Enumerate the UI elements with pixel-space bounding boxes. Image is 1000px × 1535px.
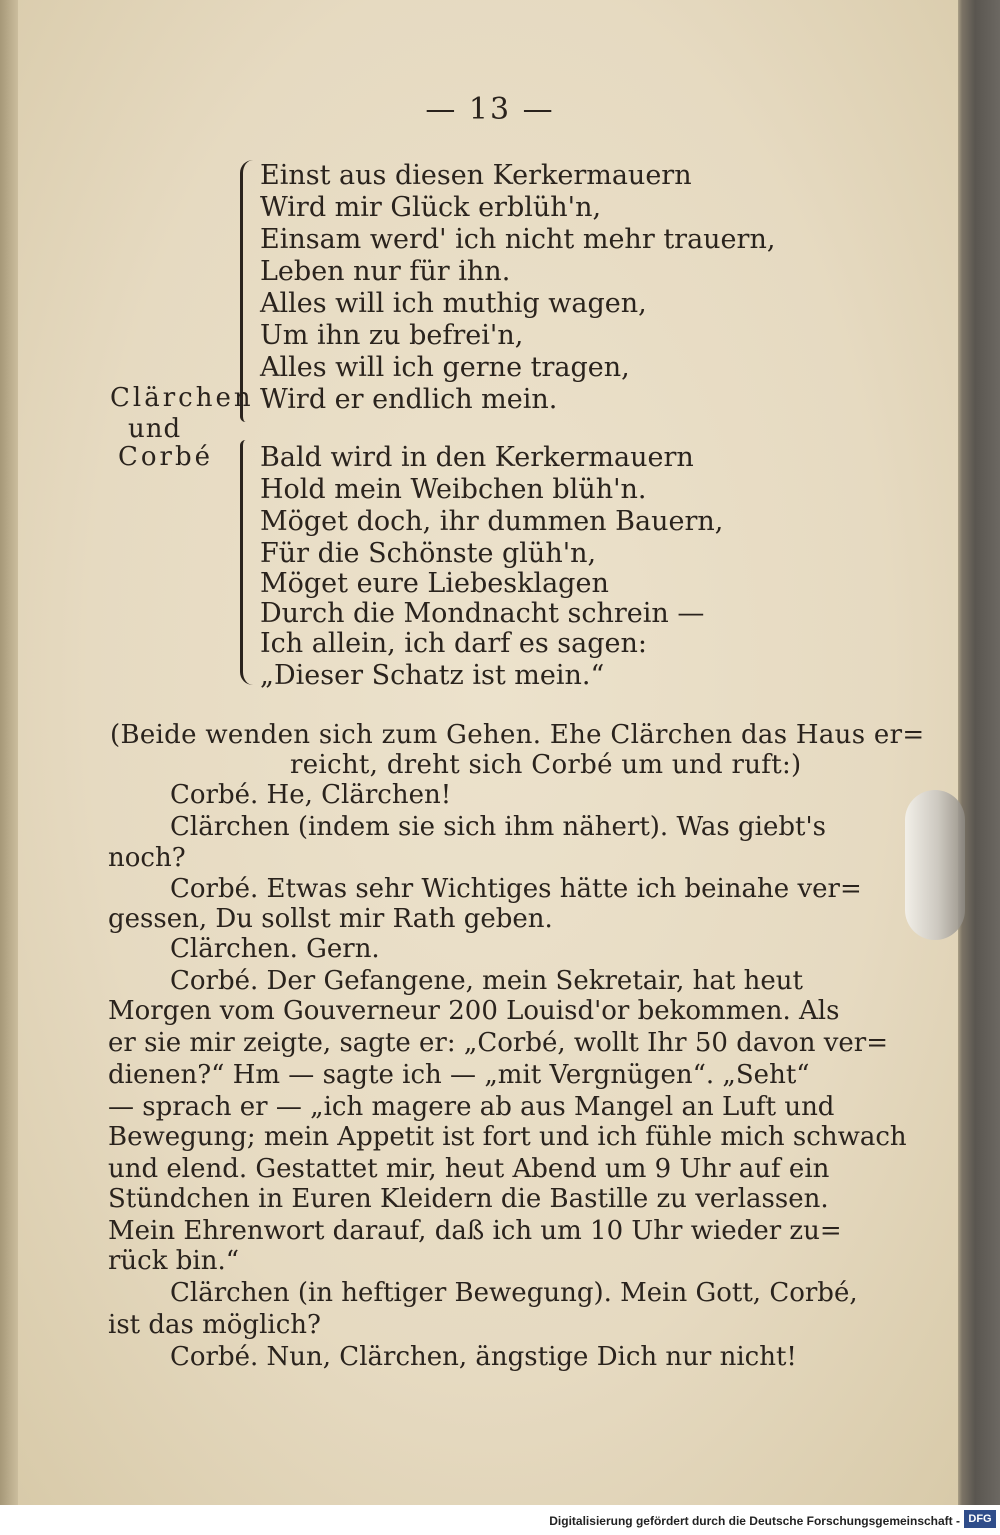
verse-line: Einsam werd' ich nicht mehr trauern, [260,224,776,255]
verse-brace-bottom [240,440,253,685]
dialogue-line: Clärchen (in heftiger Bewegung). Mein Gott, Corbé, [170,1278,858,1308]
verse-line: Alles will ich gerne tragen, [260,352,630,383]
dialogue-line: gessen, Du sollst mir Rath geben. [108,904,553,934]
dialogue-line: er sie mir zeigte, sagte er: „Corbé, wollt Ihr 50 davon ver= [108,1028,888,1058]
dialogue-line: Bewegung; mein Appetit ist fort und ich fühle mich schwach [108,1122,907,1152]
page-clip [905,790,965,940]
page-gutter [0,0,18,1505]
page-number: — 13 — [425,92,555,127]
dfg-logo: DFG [964,1510,996,1528]
dialogue-line: rück bin.“ [108,1246,240,1276]
footer-credit: Digitalisierung gefördert durch die Deutsche Forschungsgemeinschaft - [549,1514,960,1528]
verse-line: Wird mir Glück erblüh'n, [260,192,602,223]
dialogue-line: Clärchen. Gern. [170,934,380,964]
verse-line: Möget eure Liebesklagen [260,568,609,599]
dialogue-line: Clärchen (indem sie sich ihm nähert). Was giebt's [170,812,826,842]
dialogue-line: Mein Ehrenwort darauf, daß ich um 10 Uhr wieder zu= [108,1216,842,1246]
stage-direction: (Beide wenden sich zum Gehen. Ehe Clärchen das Haus er= [110,720,925,750]
verse-line: „Dieser Schatz ist mein.“ [260,660,605,691]
dialogue-line: Corbé. Etwas sehr Wichtiges hätte ich beinahe ver= [170,874,862,904]
dialogue-line: Corbé. Nun, Clärchen, ängstige Dich nur nicht! [170,1342,797,1372]
speaker-label: Clärchen [110,383,254,413]
dialogue-line: ist das möglich? [108,1310,321,1340]
dialogue-line: Stündchen in Euren Kleidern die Bastille zu verlassen. [108,1184,829,1214]
verse-line: Bald wird in den Kerkermauern [260,442,694,473]
dialogue-line: Corbé. He, Clärchen! [170,780,452,810]
verse-line: Wird er endlich mein. [260,384,558,415]
verse-line: Für die Schönste glüh'n, [260,538,597,569]
verse-line: Einst aus diesen Kerkermauern [260,160,692,191]
dialogue-line: noch? [108,843,186,873]
speaker-label: und [128,414,182,444]
dialogue-line: Morgen vom Gouverneur 200 Louisd'or bekommen. Als [108,996,840,1026]
dialogue-line: — sprach er — „ich magere ab aus Mangel an Luft und [108,1092,835,1122]
verse-line: Ich allein, ich darf es sagen: [260,628,648,659]
dialogue-line: dienen?“ Hm — sagte ich — „mit Vergnügen“. „Seht“ [108,1060,810,1090]
verse-line: Um ihn zu befrei'n, [260,320,524,351]
speaker-label: Corbé [118,442,214,472]
dialogue-line: Corbé. Der Gefangene, mein Sekretair, hat heut [170,966,803,996]
verse-line: Möget doch, ihr dummen Bauern, [260,506,724,537]
dialogue-line: und elend. Gestattet mir, heut Abend um 9 Uhr auf ein [108,1154,830,1184]
stage-direction: reicht, dreht sich Corbé um und ruft:) [290,750,802,780]
verse-line: Alles will ich muthig wagen, [260,288,647,319]
verse-line: Hold mein Weibchen blüh'n. [260,474,647,505]
verse-line: Leben nur für ihn. [260,256,511,287]
verse-line: Durch die Mondnacht schrein — [260,598,705,629]
